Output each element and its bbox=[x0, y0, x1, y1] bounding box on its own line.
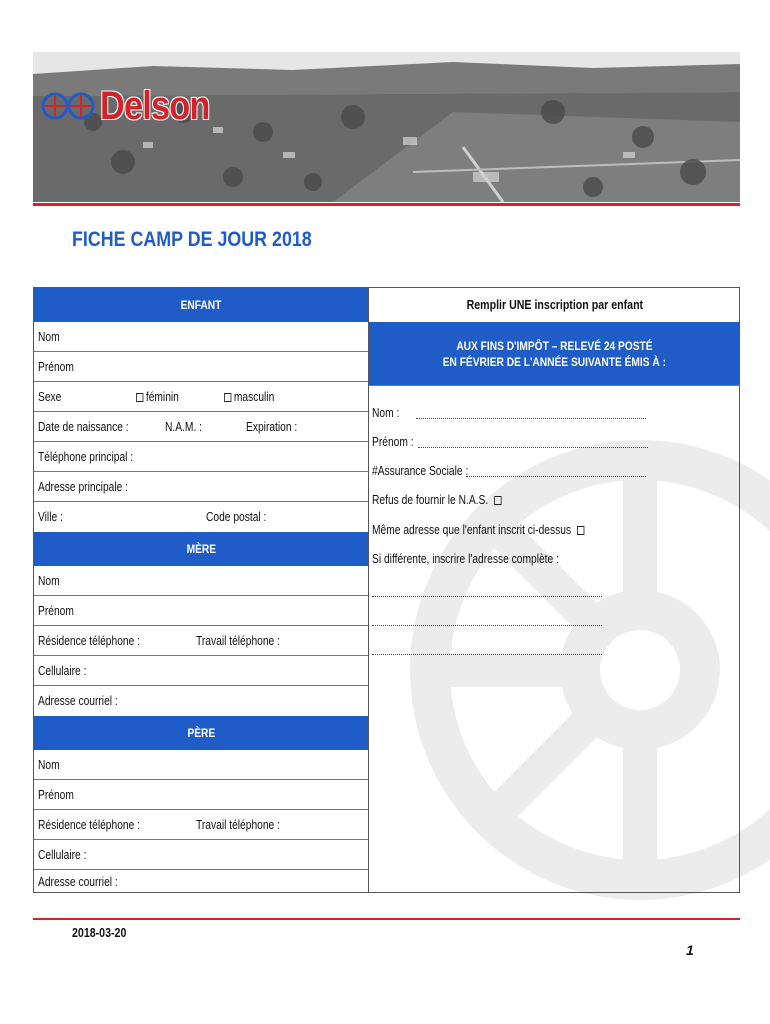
adresse-ligne-3[interactable] bbox=[372, 654, 602, 655]
mere-heading: MÈRE bbox=[34, 532, 368, 566]
pere-cellulaire-label: Cellulaire : bbox=[38, 848, 87, 862]
mere-residence-tel-label: Résidence téléphone : bbox=[38, 634, 141, 648]
impot-divider bbox=[369, 385, 740, 386]
ville-label: Ville : bbox=[38, 510, 63, 524]
si-differente-label: Si différente, inscrire l'adresse complète : bbox=[372, 552, 559, 566]
impot-nom-field[interactable] bbox=[416, 418, 646, 419]
pere-nom-row[interactable] bbox=[34, 750, 368, 780]
logo-wordmark: Delson bbox=[100, 83, 210, 128]
code-postal-label: Code postal : bbox=[206, 510, 267, 524]
date-naissance-label: Date de naissance : bbox=[38, 420, 129, 434]
adresse-ligne-1[interactable] bbox=[372, 596, 602, 597]
registration-form bbox=[33, 287, 740, 893]
enfant-nom-row[interactable] bbox=[34, 322, 368, 352]
enfant-sexe-row bbox=[34, 382, 368, 412]
masculin-checkbox[interactable] bbox=[224, 393, 231, 402]
impot-nom-label: Nom : bbox=[372, 406, 400, 420]
pere-telephone-row[interactable] bbox=[34, 810, 368, 840]
meme-adresse-option[interactable] bbox=[372, 523, 587, 537]
refus-nas-label: Refus de fournir le N.A.S. bbox=[372, 493, 489, 507]
mere-travail-tel-label: Travail téléphone : bbox=[196, 634, 280, 648]
mere-nom-label: Nom bbox=[38, 574, 60, 588]
pere-travail-tel-label: Travail téléphone : bbox=[196, 818, 280, 832]
refus-nas-option[interactable] bbox=[372, 493, 504, 507]
mere-courriel-row[interactable] bbox=[34, 686, 368, 716]
delson-logo bbox=[40, 82, 227, 130]
mere-prenom-row[interactable] bbox=[34, 596, 368, 626]
enfant-ville-row[interactable] bbox=[34, 502, 368, 532]
enfant-heading: ENFANT bbox=[34, 288, 368, 322]
masculin-label: masculin bbox=[233, 390, 275, 404]
mere-telephone-row[interactable] bbox=[34, 626, 368, 656]
pere-cellulaire-row[interactable] bbox=[34, 840, 368, 870]
mere-courriel-label: Adresse courriel : bbox=[38, 694, 118, 708]
pere-courriel-label: Adresse courriel : bbox=[38, 875, 118, 889]
enfant-prenom-label: Prénom bbox=[38, 360, 74, 374]
pere-residence-tel-label: Résidence téléphone : bbox=[38, 818, 141, 832]
masculin-option[interactable] bbox=[224, 390, 274, 404]
impot-prenom-field[interactable] bbox=[418, 447, 648, 448]
pere-prenom-row[interactable] bbox=[34, 780, 368, 810]
page-number: 1 bbox=[686, 942, 694, 958]
impot-nas-field[interactable] bbox=[466, 476, 646, 477]
enfant-prenom-row[interactable] bbox=[34, 352, 368, 382]
meme-adresse-label: Même adresse que l'enfant inscrit ci-dessus bbox=[372, 523, 572, 537]
pere-heading: PÈRE bbox=[34, 716, 368, 750]
impot-prenom-label: Prénom : bbox=[372, 435, 414, 449]
pere-prenom-label: Prénom bbox=[38, 788, 74, 802]
feminin-option[interactable] bbox=[136, 390, 179, 404]
page-title: FICHE CAMP DE JOUR 2018 bbox=[72, 228, 312, 251]
refus-nas-checkbox[interactable] bbox=[494, 496, 501, 505]
footer-red-rule bbox=[33, 918, 740, 920]
adresse-principale-label: Adresse principale : bbox=[38, 480, 129, 494]
enfant-naissance-row[interactable] bbox=[34, 412, 368, 442]
enfant-sexe-label: Sexe bbox=[38, 390, 62, 404]
pere-nom-label: Nom bbox=[38, 758, 60, 772]
wheels-logo-icon bbox=[40, 89, 96, 123]
mere-cellulaire-row[interactable] bbox=[34, 656, 368, 686]
enfant-nom-label: Nom bbox=[38, 330, 60, 344]
expiration-label: Expiration : bbox=[246, 420, 298, 434]
impot-heading: AUX FINS D'IMPÔT – RELEVÉ 24 POSTÉ EN FÉVRIER DE L'ANNÉE SUIVANTE ÉMIS À : bbox=[369, 322, 740, 385]
feminin-checkbox[interactable] bbox=[136, 393, 143, 402]
header-red-rule bbox=[33, 203, 740, 206]
adresse-ligne-2[interactable] bbox=[372, 625, 602, 626]
right-column-header: Remplir UNE inscription par enfant bbox=[466, 298, 643, 312]
mere-nom-row[interactable] bbox=[34, 566, 368, 596]
feminin-label: féminin bbox=[145, 390, 179, 404]
impot-nas-label: #Assurance Sociale : bbox=[372, 464, 469, 478]
enfant-telephone-row[interactable] bbox=[34, 442, 368, 472]
mere-cellulaire-label: Cellulaire : bbox=[38, 664, 87, 678]
nam-label: N.A.M. : bbox=[165, 420, 203, 434]
footer-date: 2018-03-20 bbox=[72, 926, 127, 940]
enfant-adresse-row[interactable] bbox=[34, 472, 368, 502]
mere-prenom-label: Prénom bbox=[38, 604, 74, 618]
meme-adresse-checkbox[interactable] bbox=[577, 526, 584, 535]
pere-courriel-row[interactable] bbox=[34, 870, 368, 893]
telephone-principal-label: Téléphone principal : bbox=[38, 450, 134, 464]
